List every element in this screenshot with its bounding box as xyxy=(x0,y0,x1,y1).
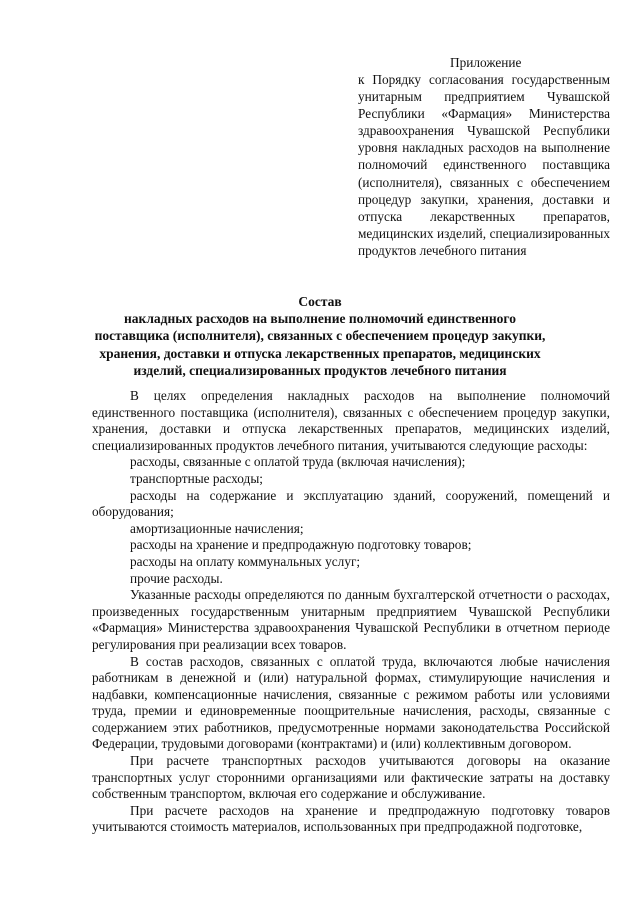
expense-item-transport: транспортные расходы; xyxy=(130,470,263,486)
expense-item-other: прочие расходы. xyxy=(130,570,223,586)
paragraph-storage-costs: При расчете расходов на хранение и предпродажную подготовку товаров учитываются стоимость материалов, использованных при предпродажной подготовке, xyxy=(92,802,610,835)
document-body xyxy=(92,388,610,836)
paragraph-accounting: Указанные расходы определяются по данным бухгалтерской отчетности о расходах, произведенных государственным унитарным предприятием Чувашской Республики «Фармация» Министерства здравоохранения Чувашской Республики в отчетном периоде регулирования при реализации всех товаров. xyxy=(92,587,610,652)
expense-item-storage: расходы на хранение и предпродажную подготовку товаров; xyxy=(130,537,472,553)
paragraph-labor-costs: В состав расходов, связанных с оплатой труда, включаются любые начисления работникам в денежной и (или) натуральной формах, стимулирующие начисления и надбавки, компенсационные начисления, связанные с режимом работы или условиями труда, премии и единовременные поощрительные начисления, расходы, связанные с содержанием этих работников, предусмотренные нормами законодательства Российской Федерации, трудовыми договорами (контрактами) и (или) коллективным договором. xyxy=(92,653,610,752)
expense-item-labor: расходы, связанные с оплатой труда (включая начисления); xyxy=(130,454,466,470)
expense-item-utilities: расходы на оплату коммунальных услуг; xyxy=(130,553,361,569)
heading-title: Состав xyxy=(298,294,342,309)
appendix-title: Приложение xyxy=(450,55,522,70)
heading-subtitle: накладных расходов на выполнение полномочий единственного поставщика (исполнителя), связанных с обеспечением процедур закупки, хранения, доставки и отпуска лекарственных препаратов, медицинских изделий, специализированных продуктов лечебного питания xyxy=(94,311,546,378)
document-heading xyxy=(86,293,554,379)
expense-item-maintenance: расходы на содержание и эксплуатацию зданий, сооружений, помещений и оборудования; xyxy=(92,487,610,520)
intro-paragraph: В целях определения накладных расходов на выполнение полномочий единственного поставщика (исполнителя), связанных с обеспечением процедур закупки, хранения, доставки и отпуска лекарственных препаратов, медицинских изделий, специализированных продуктов лечебного питания, учитываются следующие расходы: xyxy=(92,388,610,453)
paragraph-transport-costs: При расчете транспортных расходов учитываются договоры на оказание транспортных услуг сторонними организациями или фактические затраты на доставку собственным транспортом, включая его содержание и обслуживание. xyxy=(92,753,610,802)
expense-item-depreciation: амортизационные начисления; xyxy=(130,520,304,536)
appendix-reference: к Порядку согласования государственным унитарным предприятием Чувашской Республики «Фармация» Министерства здравоохранения Чувашской Республики уровня накладных расходов на выполнение полномочий единственного поставщика (исполнителя), связанных с обеспечением процедур закупки, хранения, доставки и отпуска лекарственных препаратов, медицинских изделий, специализированных продуктов лечебного питания xyxy=(358,72,610,258)
